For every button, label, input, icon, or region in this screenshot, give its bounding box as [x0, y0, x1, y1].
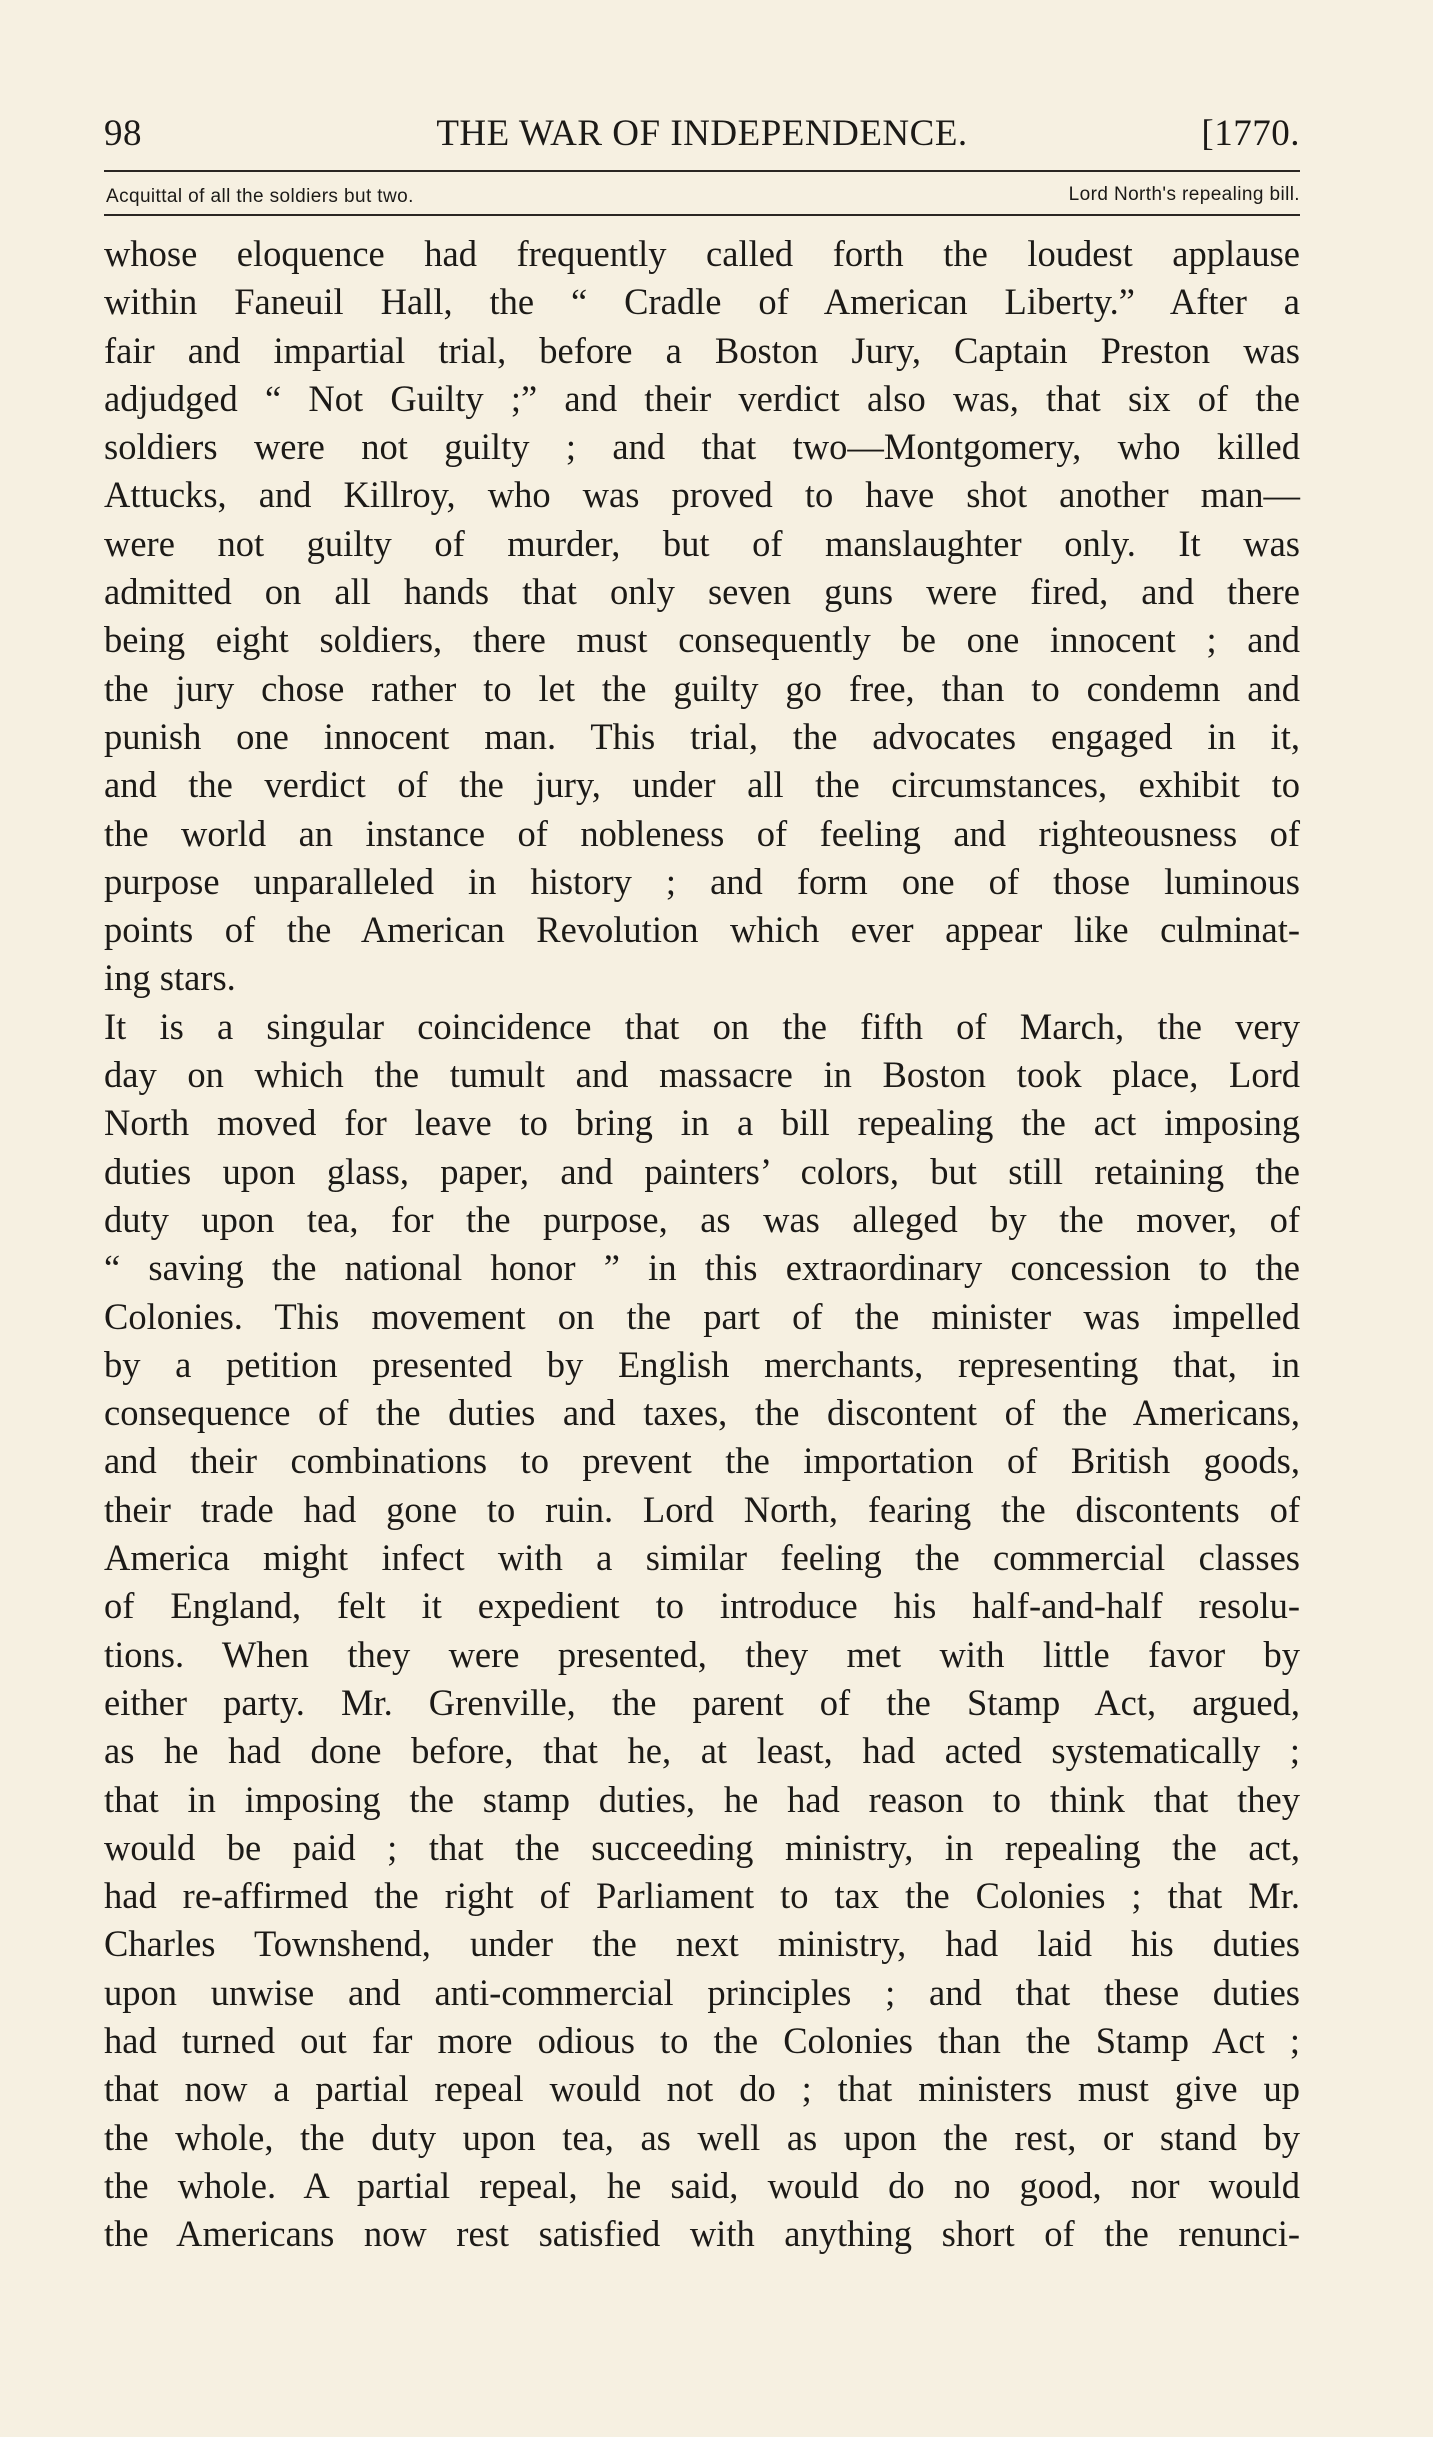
- text-line: ing stars.: [104, 957, 236, 999]
- side-notes: [104, 180, 1300, 216]
- text-line: tions. When they were presented, they met with little favor by: [104, 1633, 1300, 1675]
- text-line: would be paid ; that the succeeding ministry, in repealing the act,: [104, 1826, 1300, 1868]
- text-line: the jury chose rather to let the guilty go free, than to condemn and: [104, 667, 1300, 709]
- text-line: and the verdict of the jury, under all the circumstances, exhibit to: [104, 764, 1300, 806]
- text-line: had turned out far more odious to the Colonies than the Stamp Act ;: [104, 2019, 1300, 2061]
- text-line: by a petition presented by English merchants, representing that, in: [104, 1343, 1300, 1385]
- text-line: of England, felt it expedient to introduce his half-and-half resolu-: [104, 1585, 1300, 1627]
- text-line: Charles Townshend, under the next ministry, had laid his duties: [104, 1923, 1300, 1965]
- text-line: their trade had gone to ruin. Lord North, fearing the discontents of: [104, 1488, 1300, 1530]
- text-line: punish one innocent man. This trial, the advocates engaged in it,: [104, 715, 1300, 757]
- book-title: THE WAR OF INDEPENDENCE.: [436, 113, 968, 154]
- text-line: as he had done before, that he, at least, had acted systematically ;: [104, 1730, 1300, 1772]
- side-note-rule: [104, 214, 1300, 216]
- text-line: adjudged “ Not Guilty ;” and their verdict also was, that six of the: [104, 377, 1300, 419]
- running-head: [104, 112, 1300, 168]
- text-line: upon unwise and anti-commercial principles ; and that these duties: [104, 1971, 1300, 2013]
- year-marker: [1770.: [1201, 113, 1300, 154]
- text-line: purpose unparalleled in history ; and form one of those luminous: [104, 860, 1300, 902]
- text-line: within Faneuil Hall, the “ Cradle of American Liberty.” After a: [104, 281, 1300, 323]
- text-line: America might infect with a similar feeling the commercial classes: [104, 1537, 1300, 1579]
- text-line: that now a partial repeal would not do ; that ministers must give up: [104, 2068, 1300, 2110]
- text-line: had re-affirmed the right of Parliament to tax the Colonies ; that Mr.: [104, 1875, 1300, 1917]
- body-text: [104, 230, 1300, 2258]
- text-line: were not guilty of murder, but of manslaughter only. It was: [104, 522, 1300, 564]
- side-note-left: Acquittal of all the soldiers but two.: [106, 186, 414, 207]
- text-line: the Americans now rest satisfied with anything short of the renunci-: [104, 2213, 1300, 2255]
- text-line: points of the American Revolution which ever appear like culminat-: [104, 909, 1300, 951]
- side-note-right: Lord North's repealing bill.: [1068, 184, 1300, 205]
- text-line: North moved for leave to bring in a bill repealing the act imposing: [104, 1102, 1300, 1144]
- text-line: “ saving the national honor ” in this extraordinary concession to the: [104, 1247, 1300, 1289]
- text-line: fair and impartial trial, before a Boston Jury, Captain Preston was: [104, 329, 1300, 371]
- text-line: admitted on all hands that only seven guns were fired, and there: [104, 571, 1300, 613]
- text-line: the world an instance of nobleness of feeling and righteousness of: [104, 812, 1300, 854]
- text-line: Attucks, and Killroy, who was proved to have shot another man—: [104, 474, 1300, 516]
- text-line: Colonies. This movement on the part of the minister was impelled: [104, 1295, 1300, 1337]
- text-line: day on which the tumult and massacre in Boston took place, Lord: [104, 1054, 1300, 1096]
- text-line: being eight soldiers, there must consequently be one innocent ; and: [104, 619, 1300, 661]
- text-line: the whole, the duty upon tea, as well as upon the rest, or stand by: [104, 2116, 1300, 2158]
- text-line: consequence of the duties and taxes, the discontent of the Americans,: [104, 1392, 1300, 1434]
- text-line: and their combinations to prevent the importation of British goods,: [104, 1440, 1300, 1482]
- text-line: It is a singular coincidence that on the fifth of March, the very: [104, 1005, 1300, 1047]
- text-line: that in imposing the stamp duties, he had reason to think that they: [104, 1778, 1300, 1820]
- text-line: duty upon tea, for the purpose, as was alleged by the mover, of: [104, 1198, 1300, 1240]
- page-number: 98: [104, 113, 142, 154]
- text-line: soldiers were not guilty ; and that two—Montgomery, who killed: [104, 426, 1300, 468]
- header-rule: [104, 170, 1300, 172]
- text-line: whose eloquence had frequently called forth the loudest applause: [104, 233, 1300, 274]
- text-line: duties upon glass, paper, and painters’ colors, but still retaining the: [104, 1150, 1300, 1192]
- text-line: either party. Mr. Grenville, the parent of the Stamp Act, argued,: [104, 1681, 1300, 1723]
- text-line: the whole. A partial repeal, he said, would do no good, nor would: [104, 2164, 1300, 2206]
